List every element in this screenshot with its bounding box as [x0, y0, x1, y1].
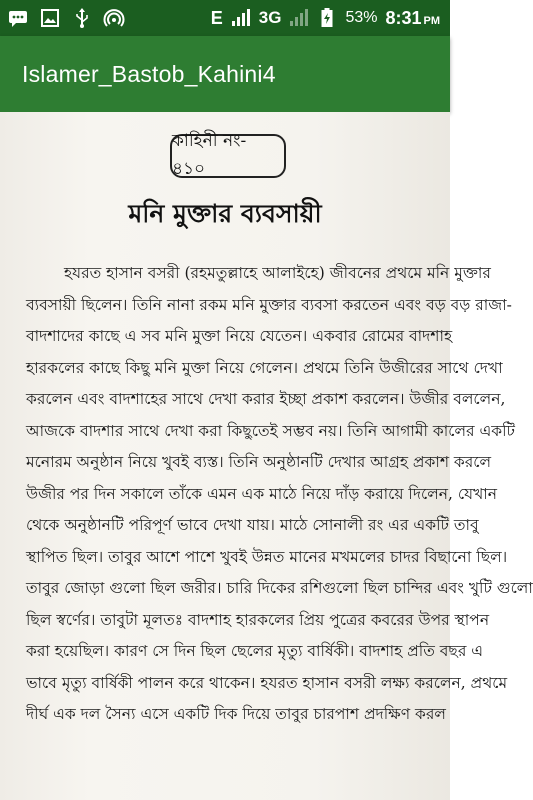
story-line: ছিল স্বর্ণের। তাবুটা মূলতঃ বাদশাহ হারকলের প্রিয় পুত্রের কবরের উপর স্থাপন [26, 610, 490, 629]
book-page-image [0, 112, 533, 800]
story-line: হযরত হাসান বসরী (রহমতুল্লাহে আলাইহে) জীবনের প্রথমে মনি মুক্তার [64, 264, 491, 282]
app-bar [0, 36, 450, 112]
story-line: করা হয়েছিল। কারণ সে দিন ছিল ছেলের মৃত্যু বার্ষিকী। বাদশাহ প্রতি বছর এ [26, 642, 484, 660]
network-type-3g: 3G [258, 8, 282, 27]
system-status [211, 8, 450, 29]
story-line: থেকে অনুষ্ঠানটি পরিপূর্ণ ভাবে দেখা যায়। মাঠে সোনালী রং এর একটি তাবু [26, 516, 479, 534]
story-line: উজীর পর দিন সকালে তাঁকে এমন এক মাঠে নিয়ে দাঁড় করায়ে দিলেন, যেখান [26, 484, 498, 503]
story-body [26, 258, 533, 731]
content-area[interactable] [0, 112, 533, 800]
battery-charging-icon [317, 9, 337, 27]
clock [385, 8, 440, 29]
story-title: মনি মুক্তার ব্যবসায়ী [128, 199, 322, 228]
story-line: বাদশাদের কাছে এ সব মনি মুক্তা নিয়ে যেতেন। একবার রোমের বাদশাহ [26, 327, 453, 345]
image-icon [40, 9, 60, 27]
wifi-hotspot-icon [104, 9, 124, 27]
story-line: স্থাপিত ছিল। তাবুর আশে পাশে খুবই উন্নত মানের মখমলের চাদর বিছানো ছিল। [26, 547, 508, 566]
battery-level: 53% [345, 9, 378, 26]
story-line: ব্যবসায়ী ছিলেন। তিনি নানা রকম মনি মুক্তার ব্যবসা করতেন এবং বড় বড় রাজা- [26, 295, 512, 314]
story-line: মনোরম অনুষ্ঠান নিয়ে খুবই ব্যস্ত। তিনি অনুষ্ঠানটি দেখার আগ্রহ প্রকাশ করলে [26, 453, 492, 471]
signal-icon [231, 9, 251, 27]
signal-weak-icon [289, 9, 309, 27]
status-bar [0, 0, 450, 36]
story-line: দীর্ঘ এক দল সৈন্য এসে একটি দিক দিয়ে তাবুর চারপাশ প্রদক্ষিণ করল [26, 705, 446, 723]
network-type-e: E [210, 7, 223, 28]
story-line: করলেন এবং বাদশাহের সাথে দেখা করার ইচ্ছা প্রকাশ করলেন। উজীর বললেন, [26, 390, 506, 408]
usb-icon [72, 9, 92, 27]
clock-ampm: PM [423, 14, 440, 27]
notification-icons [0, 9, 124, 27]
app-title: Islamer_Bastob_Kahini4 [22, 60, 276, 87]
story-line: হারকলের কাছে কিছু মনি মুক্তা নিয়ে গেলেন। প্রথমে তিনি উজীরের সাথে দেখা [26, 358, 503, 377]
story-line: তাবুর জোড়া গুলো ছিল জরীর। চারি দিকের রশিগুলো ছিল চান্দির এবং খুটি গুলো [26, 579, 533, 597]
messages-icon [8, 9, 28, 27]
story-line: ভাবে মৃত্যু বার্ষিকী পালন করে থাকেন। হযরত হাসান বসরী লক্ষ্য করলেন, প্রথমে [26, 673, 508, 692]
story-number-badge: কাহিনী নং- ৪১০ [170, 134, 286, 178]
story-line: আজকে বাদশার সাথে দেখা করা কিছুতেই সম্ভব নয়। তিনি আগামী কালের একটি [26, 421, 515, 440]
clock-time: 8:31 [385, 7, 422, 28]
